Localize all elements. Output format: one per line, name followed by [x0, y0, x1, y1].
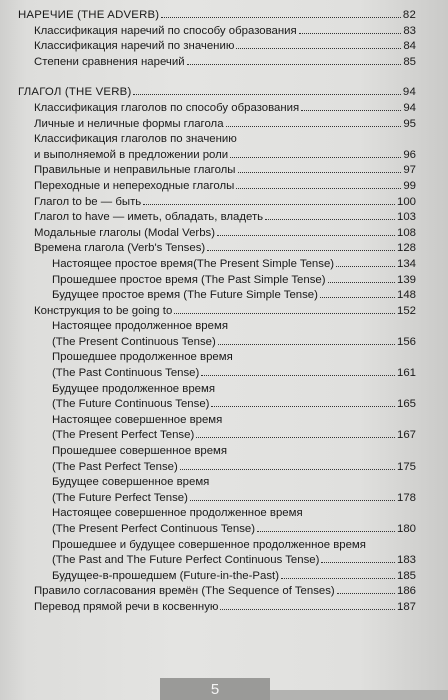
entry-title-line: (The Past Perfect Tense) [52, 460, 178, 473]
entry-title-line: (The Past and The Future Perfect Continuous Tense) [52, 554, 320, 567]
toc-entry[interactable] [0, 304, 448, 320]
page-footer [0, 676, 448, 700]
entry-page-number: 187 [396, 600, 416, 613]
entry-title-line: Будущее простое время (The Future Simple Tense) [52, 289, 318, 302]
entry-page-number: 99 [403, 179, 416, 192]
entry-title-line: Классификация глаголов по способу образования [34, 101, 300, 114]
entry-title-line: Глагол to have — иметь, обладать, владеть [34, 211, 264, 224]
page-number: 5 [210, 681, 220, 698]
entry-page-number: 85 [403, 55, 416, 68]
entry-page-number: 185 [396, 569, 416, 582]
toc-entry[interactable] [0, 179, 448, 195]
toc-entry[interactable] [0, 382, 448, 413]
section-gap [0, 70, 448, 85]
entry-title-line: Времена глагола (Verb's Tenses) [34, 242, 206, 255]
entry-title-line: и выполняемой в предложении роли [34, 148, 229, 161]
toc-section-heading[interactable] [0, 85, 448, 101]
entry-page-number: 161 [396, 367, 416, 380]
entry-title-line: Будущее-в-прошедшем (Future-in-the-Past) [52, 569, 279, 582]
entry-title-line: (The Future Continuous Tense) [52, 398, 210, 411]
toc-entry[interactable] [0, 569, 448, 585]
entry-title-line: Будущее совершенное время [52, 476, 210, 489]
dot-leader [301, 110, 401, 111]
toc-entry[interactable] [0, 319, 448, 350]
entry-page-number: 100 [396, 195, 416, 208]
dot-leader [236, 188, 401, 189]
entry-page-number: 180 [396, 523, 416, 535]
entry-page-number: 178 [396, 491, 416, 504]
dot-leader [218, 344, 395, 345]
entry-title-line: (The Past Continuous Tense) [52, 367, 200, 380]
toc-entry[interactable] [0, 506, 448, 537]
dot-leader [220, 609, 395, 610]
toc-entry[interactable] [0, 163, 448, 179]
entry-title-line: Будущее продолженное время [52, 382, 216, 395]
entry-page-number: 97 [403, 164, 416, 177]
entry-title-line: Степени сравнения наречий [34, 55, 185, 68]
dot-leader [337, 593, 395, 594]
entry-page-number: 152 [396, 304, 416, 317]
entry-title-line: Классификация наречий по значению [34, 40, 235, 53]
dot-leader [187, 64, 402, 65]
entry-title-line: Настоящее совершенное продолженное время [52, 507, 303, 520]
toc-entry[interactable] [0, 475, 448, 506]
entry-title-line: (The Future Perfect Tense) [52, 491, 188, 504]
entry-title-line: Глагол to be — быть [34, 195, 142, 208]
dot-leader [217, 235, 395, 236]
entry-title-line: Переходные и непереходные глаголы [34, 179, 235, 192]
dot-leader [196, 437, 395, 438]
entry-title-line: Прошедшее совершенное время [52, 445, 228, 458]
toc-entry[interactable] [0, 101, 448, 117]
dot-leader [299, 33, 402, 34]
entry-page-number: 103 [396, 211, 416, 224]
toc-section-heading[interactable] [0, 8, 448, 24]
table-of-contents [0, 8, 448, 616]
dot-leader [180, 469, 395, 470]
dot-leader [211, 406, 395, 407]
dot-leader [336, 266, 395, 267]
dot-leader [201, 375, 395, 376]
entry-title-line: Прошедшее и будущее совершенное продолженное время [52, 538, 366, 551]
dot-leader [265, 219, 395, 220]
toc-entry[interactable] [0, 117, 448, 133]
entry-page-number: 139 [396, 273, 416, 286]
entry-page-number: 156 [396, 335, 416, 348]
toc-entry[interactable] [0, 538, 448, 569]
entry-title-line: Правильные и неправильные глаголы [34, 164, 236, 177]
toc-entry[interactable] [0, 24, 448, 40]
toc-entry[interactable] [0, 226, 448, 242]
entry-title-line: (The Present Perfect Continuous Tense) [52, 523, 256, 535]
entry-page-number: 165 [396, 398, 416, 411]
entry-title-line: Правило согласования времён (The Sequence of Tenses) [34, 585, 335, 598]
entry-page-number: 134 [396, 257, 416, 270]
dot-leader [207, 250, 395, 251]
toc-entry[interactable] [0, 413, 448, 444]
dot-leader [281, 578, 395, 579]
dot-leader [190, 500, 395, 501]
entry-page-number: 108 [396, 226, 416, 239]
entry-page-number: 94 [403, 101, 416, 114]
entry-title-line: Классификация глаголов по значению [34, 133, 237, 146]
entry-page-number: 95 [403, 117, 416, 130]
entry-page-number: 128 [396, 242, 416, 255]
entry-title-line: (The Present Continuous Tense) [52, 335, 216, 348]
toc-entry[interactable] [0, 55, 448, 71]
entry-title-line: Модальные глаголы (Modal Verbs) [34, 226, 216, 239]
dot-leader [143, 204, 395, 205]
entry-page-number: 83 [403, 24, 416, 37]
dot-leader [236, 48, 401, 49]
entry-title-line: Перевод прямой речи в косвенную [34, 600, 219, 613]
toc-entry[interactable] [0, 241, 448, 257]
entry-title-line: Личные и неличные формы глагола [34, 117, 224, 130]
dot-leader [320, 297, 395, 298]
dot-leader [226, 126, 402, 127]
toc-entry[interactable] [0, 257, 448, 273]
entry-page-number: 167 [396, 429, 416, 442]
toc-entry[interactable] [0, 350, 448, 381]
toc-entry[interactable] [0, 444, 448, 475]
entry-title-line: Прошедшее простое время (The Past Simple Tense) [52, 273, 326, 286]
dot-leader [174, 313, 395, 314]
dot-leader [321, 562, 395, 563]
section-page-number: 82 [402, 9, 416, 21]
toc-entry[interactable] [0, 600, 448, 616]
entry-page-number: 148 [396, 289, 416, 302]
toc-entry[interactable] [0, 39, 448, 55]
entry-title-line: Классификация наречий по способу образования [34, 24, 297, 37]
entry-page-number: 183 [396, 554, 416, 567]
toc-entry[interactable] [0, 210, 448, 226]
toc-entry[interactable] [0, 273, 448, 289]
toc-entry[interactable] [0, 132, 448, 163]
dot-leader [238, 172, 402, 173]
entry-title-line: (The Present Perfect Tense) [52, 429, 195, 442]
dot-leader [230, 157, 401, 158]
entry-page-number: 186 [396, 585, 416, 598]
dot-leader [257, 531, 395, 532]
toc-entry[interactable] [0, 195, 448, 211]
entry-title-line: Настоящее продолженное время [52, 320, 228, 333]
footer-band-secondary [270, 690, 448, 700]
section-title: НАРЕЧИЕ (THE ADVERB) [18, 9, 160, 21]
entry-title-line: Прошедшее продолженное время [52, 351, 233, 364]
entry-page-number: 84 [403, 40, 416, 53]
toc-entry[interactable] [0, 288, 448, 304]
entry-page-number: 96 [403, 148, 416, 161]
dot-leader [328, 282, 395, 283]
entry-title-line: Настоящее совершенное время [52, 413, 223, 426]
section-title: ГЛАГОЛ (THE VERB) [18, 86, 132, 99]
section-page-number: 94 [402, 86, 416, 99]
entry-title-line: Конструкция to be going to [34, 304, 173, 317]
toc-entry[interactable] [0, 584, 448, 600]
entry-title-line: Настоящее простое время(The Present Simple Tense) [52, 257, 335, 270]
entry-page-number: 175 [396, 460, 416, 473]
